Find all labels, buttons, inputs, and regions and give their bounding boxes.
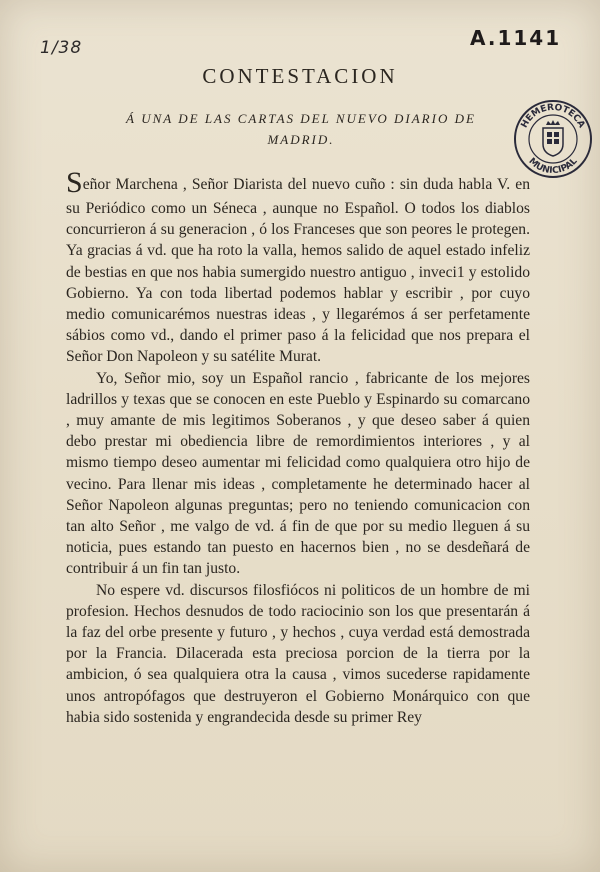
handwritten-margin-note: 1/38: [40, 38, 83, 58]
paragraph-text: No espere vd. discursos filosfiócos ni politicos de un hombre de mi profesion. Hechos desnudos de todo raciocinio son los que presentarán á la faz del orbe presente y futuro , y hechos , cuya verdad está demostrada por la Francia. Dilacerada esta preciosa porcion de la tierra por la ambicion, ó sea qualquiera otra la causa , vimos sucederse rapidamente unos antropófagos que destruyeron el Gobierno Monárquico con que habia sido sostenida y engrandecida desde su primer Rey: [66, 581, 530, 726]
paragraph-text: eñor Marchena , Señor Diarista del nuevo cuño : sin duda habla V. en su Periódico como un Séneca , aunque no Español. O todos los diablos concurrieron á su generacion , ó los Franceses que son peores le protegen. Ya gracias á vd. que ha roto la valla, hemos salido de aquel estado infeliz de bestias en que nos habia sumergido nuestro antiguo , inveci1 y estolido Gobierno. Ya con toda libertad podemos hablar y escribir , por cuyo medio comunicarémos nuestras ideas , y llegarémos á ser perfetamente sábios como vd., dando el primer paso á la felicidad que nos prepara el Señor Don Napoleon y su satélite Murat.: [66, 176, 530, 366]
document-subtitle: Á UNA DE LAS CARTAS DEL NUEVO DIARIO DE MADRID.: [126, 111, 476, 147]
handwritten-shelfmark: A.1141: [470, 26, 562, 50]
document-body: [66, 168, 530, 728]
drop-cap: S: [66, 166, 83, 199]
crest-icon: [543, 120, 563, 156]
paragraph-2: [66, 368, 530, 580]
paragraph-3: [66, 580, 530, 728]
paragraph-1: [66, 168, 530, 368]
document-title: CONTESTACION: [202, 64, 398, 88]
svg-text:HEMEROTECA: HEMEROTECA: [519, 102, 587, 130]
paragraph-text: Yo, Señor mio, soy un Español rancio , fabricante de los mejores ladrillos y texas que se conocen en este Pueblo y Espinardo su comarcano , muy amante de mis legitimos Soberanos , y que deseo saber á quien debo prestar mi obediencia libre de remordimientos interiores , y al mismo tiempo deseo aumentar mi felicidad como qualquiera otro hijo de vecino. Para llenar mis ideas , completamente he determinado hacer al Señor Napoleon algunas preguntas; pero no teniendo comunicacion con tan alto Señor , me valgo de vd. á fin de que por su medio lleguen á su noticia, pues estando tan puesto en hacernos bien , no se desdeñará de contribuir á un fin tan justo.: [66, 369, 530, 578]
svg-text:MUNICIPAL: MUNICIPAL: [526, 156, 580, 177]
